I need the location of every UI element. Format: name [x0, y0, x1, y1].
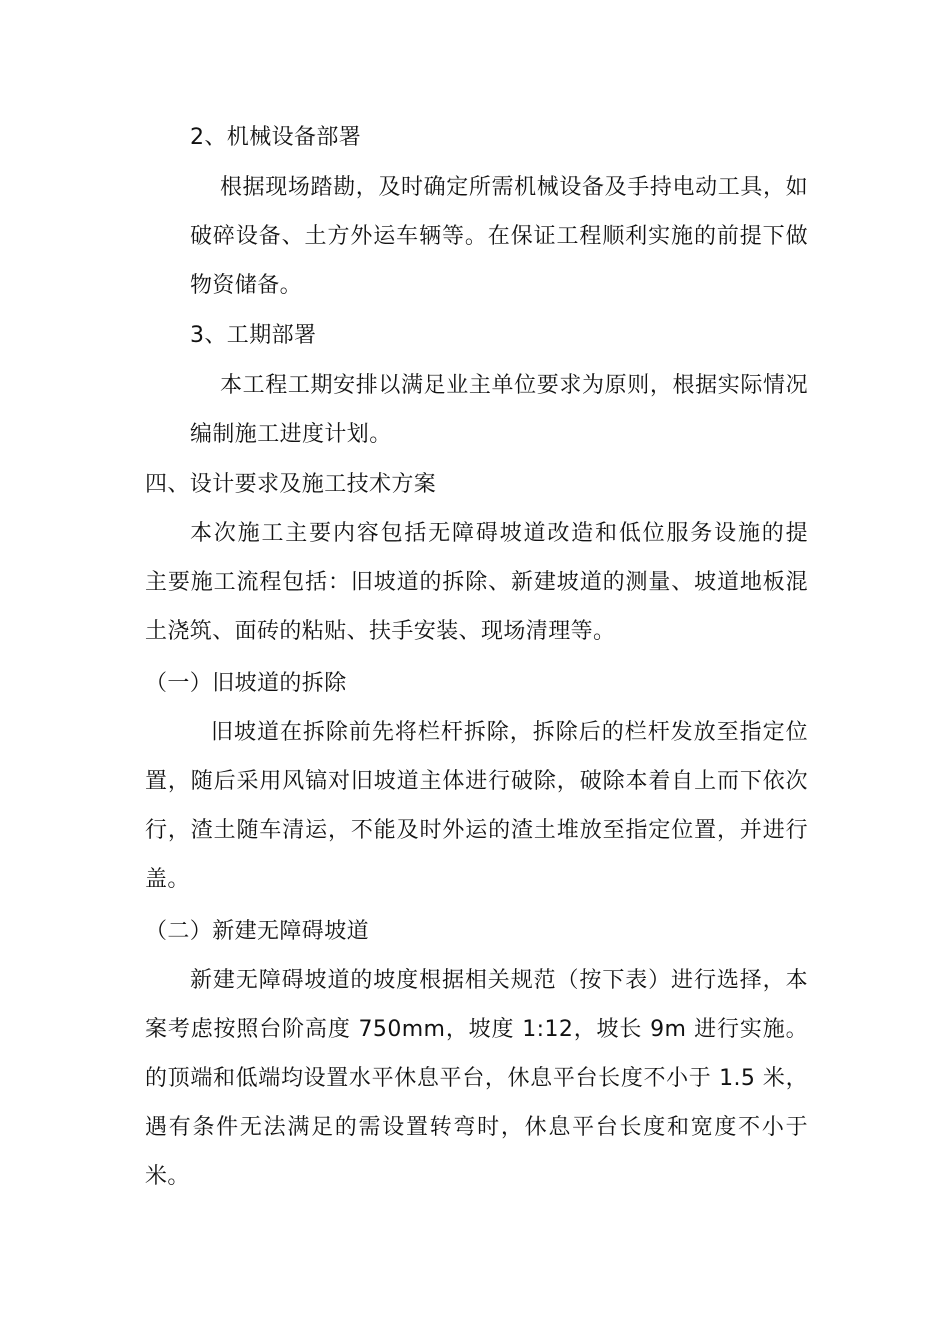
section-heading-schedule: [190, 311, 316, 360]
heading-text: （一）旧坡道的拆除: [145, 671, 347, 696]
paragraph-line: 新建无障碍坡道的坡度根据相关规范（按下表）进行选择，本: [190, 968, 808, 993]
paragraph-line: 土浇筑、面砖的粘贴、扶手安装、现场清理等。: [145, 619, 616, 644]
paragraph-line: 旧坡道在拆除前先将栏杆拆除，拆除后的栏杆发放至指定位: [211, 720, 808, 745]
paragraph-line: 本次施工主要内容包括无障碍坡道改造和低位服务设施的提: [190, 521, 808, 546]
paragraph-line: 物资储备。: [190, 273, 303, 298]
paragraph-line: 本工程工期安排以满足业主单位要求为原则，根据实际情况: [220, 373, 808, 398]
subsection-heading-new-ramp: [145, 907, 369, 956]
paragraph-design: [145, 509, 808, 656]
paragraph-line: 编制施工进度计划。: [190, 422, 392, 447]
paragraph-line: 行，渣土随车清运，不能及时外运的渣土堆放至指定位置，并进行: [145, 818, 808, 843]
paragraph-new-ramp: [145, 956, 808, 1201]
heading-text: 2、机械设备部署: [190, 125, 362, 150]
paragraph-line: 主要施工流程包括：旧坡道的拆除、新建坡道的测量、坡道地板混: [145, 570, 808, 595]
section-heading-equipment: [190, 113, 361, 162]
paragraph-line: 遇有条件无法满足的需设置转弯时，休息平台长度和宽度不小于: [145, 1115, 808, 1140]
paragraph-line: 根据现场踏勘，及时确定所需机械设备及手持电动工具，如: [220, 175, 808, 200]
heading-text: 3、工期部署: [190, 323, 317, 348]
paragraph-demolition: [145, 708, 808, 904]
paragraph-equipment: [190, 163, 808, 310]
paragraph-line: 盖。: [145, 867, 190, 892]
paragraph-line: 案考虑按照台阶高度 750mm，坡度 1:12，坡长 9m 进行实施。: [145, 1017, 808, 1042]
heading-text: （二）新建无障碍坡道: [145, 919, 370, 944]
paragraph-line: 米。: [145, 1164, 190, 1189]
subsection-heading-demolition: [145, 659, 347, 708]
chapter-heading-design: [145, 460, 436, 509]
heading-text: 四、设计要求及施工技术方案: [145, 472, 437, 497]
paragraph-line: 的顶端和低端均设置水平休息平台，休息平台长度不小于 1.5 米，: [145, 1066, 808, 1091]
paragraph-line: 破碎设备、土方外运车辆等。在保证工程顺利实施的前提下做: [190, 224, 808, 249]
paragraph-line: 置，随后采用风镐对旧坡道主体进行破除，破除本着自上而下依次: [145, 769, 808, 794]
paragraph-schedule: [190, 361, 808, 459]
